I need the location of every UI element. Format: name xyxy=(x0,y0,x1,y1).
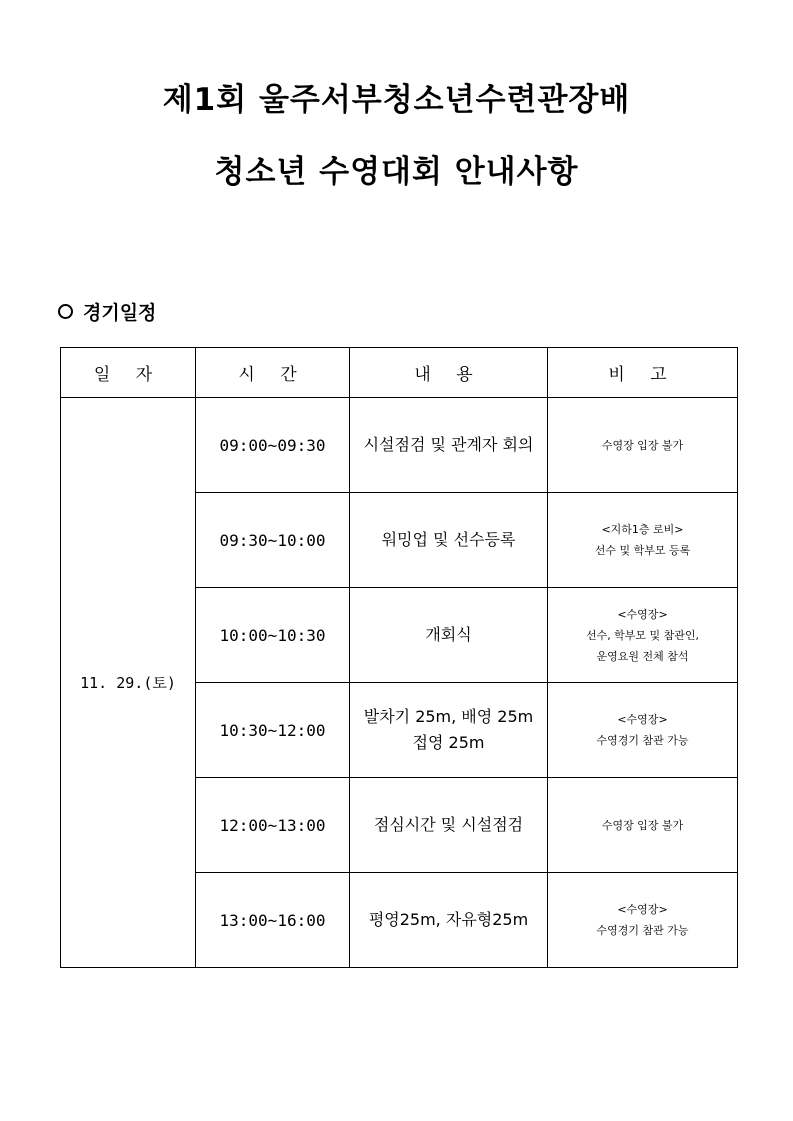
note-cell xyxy=(548,588,738,683)
note-line: <수영장> xyxy=(617,903,668,916)
circle-bullet-icon xyxy=(58,304,73,319)
content-cell xyxy=(350,778,548,873)
note-cell xyxy=(548,493,738,588)
time-cell: 09:30~10:00 xyxy=(196,493,350,588)
content-cell xyxy=(350,493,548,588)
note-cell xyxy=(548,873,738,968)
time-cell: 13:00~16:00 xyxy=(196,873,350,968)
content-cell xyxy=(350,683,548,778)
content-line: 접영 25m xyxy=(412,733,485,752)
title-line-1: 제1회 울주서부청소년수련관장배 xyxy=(162,82,631,118)
note-cell xyxy=(548,778,738,873)
content-line: 평영25m, 자유형25m xyxy=(368,910,529,929)
content-cell xyxy=(350,588,548,683)
header-note: 비 고 xyxy=(548,348,738,398)
note-line: <수영장> xyxy=(617,607,668,621)
note-line: 수영경기 참관 가능 xyxy=(596,734,689,747)
time-cell: 09:00~09:30 xyxy=(196,398,350,493)
schedule-table xyxy=(60,347,738,968)
note-line: 수영경기 참관 가능 xyxy=(596,924,689,937)
title-line-2: 청소년 수영대회 안내사항 xyxy=(214,154,579,190)
note-line: <지하1층 로비> xyxy=(601,523,684,536)
section-heading xyxy=(58,298,156,325)
content-cell xyxy=(350,398,548,493)
header-date: 일 자 xyxy=(61,348,196,398)
date-cell: 11. 29.(토) xyxy=(61,398,196,968)
header-content: 내 용 xyxy=(350,348,548,398)
note-line: <수영장> xyxy=(617,713,668,726)
section-heading-label: 경기일정 xyxy=(83,302,157,324)
content-line: 워밍업 및 선수등록 xyxy=(381,530,516,549)
table-header-row xyxy=(61,348,738,398)
note-cell xyxy=(548,398,738,493)
content-line: 시설점검 및 관계자 회의 xyxy=(363,435,534,454)
content-line: 발차기 25m, 배영 25m xyxy=(363,707,534,726)
content-line: 개회식 xyxy=(425,625,472,644)
header-time: 시 간 xyxy=(196,348,350,398)
note-line: 수영장 입장 불가 xyxy=(601,438,684,452)
time-cell: 10:30~12:00 xyxy=(196,683,350,778)
content-line: 점심시간 및 시설점검 xyxy=(373,815,524,834)
note-line: 선수 및 학부모 등록 xyxy=(594,544,691,557)
time-cell: 12:00~13:00 xyxy=(196,778,350,873)
note-cell xyxy=(548,683,738,778)
note-line: 수영장 입장 불가 xyxy=(601,818,684,832)
note-line: 선수, 학부모 및 참관인, xyxy=(585,628,700,642)
table-row xyxy=(61,398,738,493)
content-cell xyxy=(350,873,548,968)
note-line: 운영요원 전체 참석 xyxy=(596,649,689,663)
time-cell: 10:00~10:30 xyxy=(196,588,350,683)
